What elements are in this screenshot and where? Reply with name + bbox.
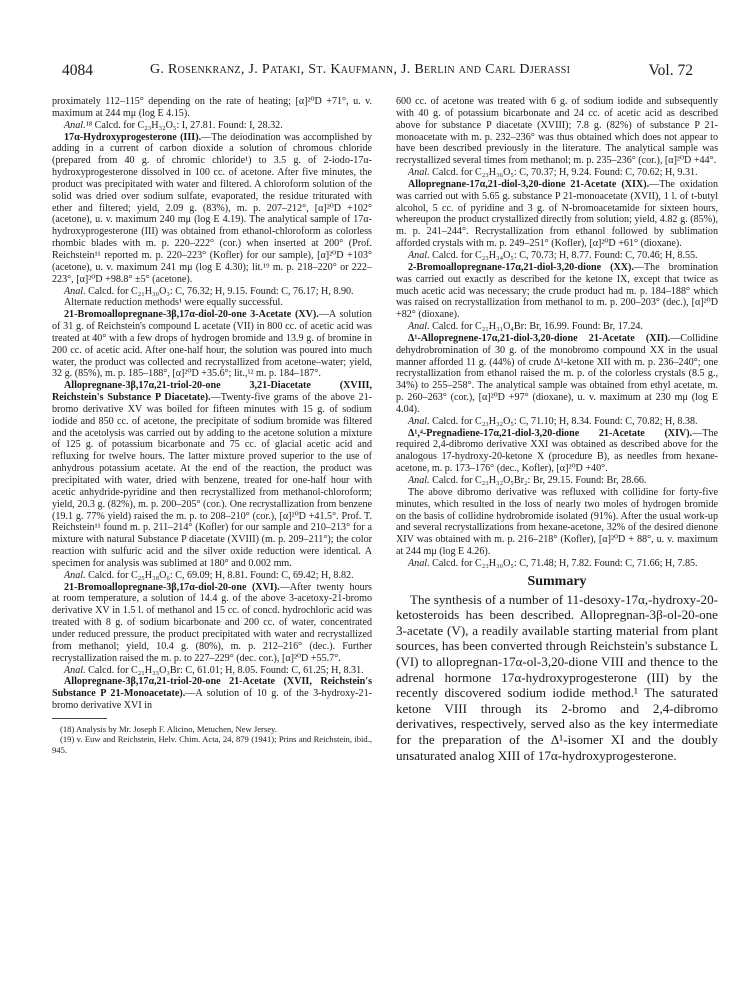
paragraph-head: Anal. [64, 285, 86, 297]
paragraph-text: —A solution of 10 g. of the 3-hydroxy-21-bromo derivative XVI in [52, 688, 372, 712]
paragraph-head: Anal. [64, 569, 86, 581]
compound-heading: 17α-Hydroxyprogesterone (III). [64, 131, 202, 143]
analysis-paragraph [396, 416, 718, 428]
paragraph-text: —The bromination was carried out exactly as described for the ketone IX, except that twice as much acetic acid was necessary; the crude product had m. p. 184–188° which was raised on recrystallization from methanol to m. p. 200–203° (dec.), [α]²⁰D +82° (dioxane). [396, 261, 718, 321]
compound-heading: Allopregnane-3β,17α,21-triol-20-one 21-Acetate (XVII, Reichstein's Substance P 21-Monoacetate). [52, 676, 372, 700]
running-authors: G. Rosenkranz, J. Pataki, St. Kaufmann, J. Berlin and Carl Djerassi [150, 62, 571, 77]
page-number: 4084 [62, 62, 93, 79]
compound-paragraph [396, 333, 718, 416]
paragraph-text: Calcd. for C₂₃H₃₂O₅: I, 27.81. Found: I, 28.32. [94, 119, 283, 131]
compound-heading: 21-Bromoallopregnane-3β,17α-diol-20-one (XVI). [64, 581, 280, 593]
paragraph-text: Calcd. for C₂₁H₃₃O₃Br: C, 61.01; H, 8.05. Found: C, 61.25; H, 8.31. [88, 664, 364, 676]
analysis-paragraph [52, 286, 372, 298]
paragraph-text: proximately 112–115° depending on the rate of heating; [α]²⁰D +71°, u. v. maximum at 244 mμ (log E 4.15). [52, 96, 372, 119]
paragraph-text: —The deiodination was accomplished by adding in a current of carbon dioxide a solution of chromous chloride (prepared from 40 g. of chromic chloride¹) to 3.5 g. of 2-iodo-17α-hydroxyprogesterone dissolved in 100 cc. of acetone. After five minutes, the product was precipitated with water and filtered. A chloroform solution of the solid was dried over sodium sulfate, evaporated, the residue triturated with ether and filtered; yield, 2.09 g. (83%), m. p. 207–212°, [α]²⁰D +102° (acetone), u. v. maximum 240 mμ (log E 4.19). The analytical sample of 17α-hydroxyprogesterone (III) was obtained from ethanol-chloroform as colorless rhombic blades with m. p. 220–222° (cor.) when inserted at 200° (Prof. Reichstein¹¹ reported m. p. 220–223° (Kofler) for our sample), [α]²⁰D +103° (acetone), u. v. maximum 241 mμ (log E 4.30); lit.¹⁹ m. p. 218–220° or 222–223°, [α]²⁰D +98.8° ±5° (acetone). [52, 131, 372, 285]
compound-paragraph [52, 132, 372, 286]
compound-paragraph [52, 309, 372, 380]
paragraph-text: 600 cc. of acetone was treated with 6 g. of sodium iodide and subsequently with 40 g. of potassium bicarbonate and 24 cc. of acetic acid as described above for substance P diacetate (XVIII); 7.8 g. (82%) of substance P 21-monoacetate with m. p. 232–236° was thus obtained which does not appear to have been described previously in the literature. The analytical sample was recrystallized several times from methanol; m. p. 235–236° (cor.), [α]²⁰D +44°. [396, 96, 718, 167]
volume-label: Vol. 72 [648, 62, 693, 79]
summary-text: The synthesis of a number of 11-desoxy-17α,-hydroxy-20-ketosteroids has been described. Allopregnan-3β-ol-20-one 3-acetate (V), a readily available starting material from plant sources, has been converted through Reichstein's substance L (VI) to allopregnan-17α-ol-3,20-dione VIII and thence to the adrenal hormone 17α-hydroxyprogesterone (III) by the recently discovered sodium iodide method.¹ The saturated ketone VIII through its 2-bromo and 2,4-dibromo derivatives, respectively, served also as the key intermediate for the preparation of the Δ¹-isomer XI and the doubly unsaturated analog XIII of 17α-hydroxyprogesterone. [396, 591, 718, 763]
analysis-paragraph [396, 167, 718, 179]
page-header [62, 62, 693, 84]
footnote: (18) Analysis by Mr. Joseph F. Alicino, Metuchen, New Jersey. [60, 723, 277, 734]
footnote: (19) v. Euw and Reichstein, Helv. Chim. Acta, 24, 879 (1941); Prins and Reichstein, ibid., 945. [52, 734, 372, 755]
paragraph-text: —Collidine dehydrobromination of 30 g. of the monobromo compound XX in the usual manner afforded 11 g. (44%) of crude Δ¹-ketone XII with m. p. 236–240°; one recrystallization from ethanol raised the m. p. of the colorless crystals (8.5 g., 34%) to 255–258°. The analytical sample was obtained from ethyl acetate, m. p. 260–263° (cor.), [α]²⁰D +97° (dioxane), u. v. maximum at 230 mμ (log E 4.04). [396, 332, 718, 415]
paragraph-text: —The oxidation was carried out with 5.65 g. substance P 21-monoacetate (XVII), 1 l. of t-butyl alcohol, 5 cc. of pyridine and 3 g. of N-bromoacetamide for sixteen hours, whereupon the product crystallized directly from solution; yield, 4.82 g. (85%), m. p. 241–244°. Recrystallization from ethanol followed by sublimation afforded crystals with m. p. 249–251° (Kofler), [α]²⁰D +61° (dioxane). [396, 178, 718, 250]
compound-paragraph [52, 582, 372, 665]
left-column [52, 96, 372, 755]
paragraph [52, 297, 372, 309]
compound-heading: Allopregnane-17α,21-diol-3,20-dione 21-Acetate (XIX). [408, 178, 650, 190]
paragraph-text: Calcd. for C₂₃H₃₀O₅: C, 71.48; H, 7.82. Found: C, 71.66; H, 7.85. [432, 557, 698, 569]
paragraph-head: Anal. [408, 167, 430, 179]
paragraph-text: Calcd. for C₂₅H₃₈O₆: C, 69.09; H, 8.81. Found: C, 69.42; H, 8.82. [88, 569, 354, 581]
paragraph-head: Anal. [408, 321, 430, 333]
compound-heading: 21-Bromoallopregnane-3β,17α-diol-20-one 3-Acetate (XV). [64, 309, 319, 321]
paragraph-text: —Twenty-five grams of the above 21-bromo derivative XV was boiled for fifteen minutes with 15 g. of sodium iodide and 850 cc. of acetone, the precipitate of sodium bromide was filtered and the acetolysis was carried out by adding to the acetone solution a mixture of 125 g. of potassium bicarbonate and 75 cc. of glacial acetic acid and refluxing for twelve hours. The latter mixture proved superior to the use of anhydrous potassium acetate. At the end of the reaction, the product was precipitated with water, dried with benzene, treated for one-half hour with acetic anhydride-pyridine and then recrystallized from methanol-chloroform; yield, 20.3 g. (82%), m. p. 200–205° (cor.). One recrystallization from benzene (19.1 g. 77% yield) raised the m. p. to 208–210° (cor.), [α]²⁰D +41.5°. Prof. T. Reichstein¹¹ found m. p. 211–214° (Kofler) for our sample and 210–213° for a mixture with natural Substance P diacetate (XVIII) (m. p. 209–211°); the color reaction with sulfuric acid and the silver oxide reduction were identical. A specimen for analysis was sublimed at 180° and 0.002 mm. [52, 392, 372, 569]
paragraph-text: Calcd. for C₂₃H₃₂O₅Br₂: Br, 29.15. Found: Br, 28.66. [432, 475, 647, 486]
paragraph-text: —The required 2,4-dibromo derivative XXI was obtained as described above for the analogous 17-hydroxy-20-ketone X (procedure B), as needles from hexane-acetone, m. p. 173–176° (dec., Kofler), [α]²⁰D +40°. [396, 427, 718, 475]
paragraph-head: Anal. [64, 664, 86, 676]
summary-heading: Summary [527, 573, 587, 589]
paragraph-text: Calcd. for C₂₁H₃₀O₃: C, 76.32; H, 9.15. Found: C, 76.17; H, 8.90. [88, 285, 354, 297]
compound-paragraph [52, 676, 372, 712]
paragraph-text: Calcd. for C₂₃H₃₆O₅: C, 70.37; H, 9.24. Found: C, 70.62; H, 9.31. [432, 167, 698, 179]
compound-paragraph [396, 428, 718, 475]
analysis-paragraph [396, 558, 718, 570]
paragraph-text: Alternate reduction methods¹ were equally successful. [64, 297, 283, 309]
paragraph-head: Anal. [408, 557, 430, 569]
compound-heading: Δ¹-Allopregnene-17α,21-diol-3,20-dione 21-Acetate (XII). [408, 332, 671, 344]
analysis-paragraph [52, 120, 372, 132]
paragraph-head: Anal. [408, 475, 430, 486]
paragraph-head: Anal. [408, 249, 430, 261]
right-column [396, 96, 718, 763]
compound-paragraph [396, 179, 718, 250]
footnotes [52, 724, 372, 756]
paragraph-text: Calcd. for C₂₁H₃₁O₄Br: Br, 16.99. Found: Br, 17.24. [432, 321, 643, 333]
compound-paragraph [396, 262, 718, 321]
paragraph-text: The above dibromo derivative was refluxed with collidine for forty-five minutes, which resulted in the loss of nearly two moles of hydrogen bromide on the basis of collidine hydrobromide isolated (91%). After the usual work-up and several recrystallizations from hexane-acetone, 32% of the desired dienone XIV was obtained with m. p. 216–218° (Kofler), [α]²⁰D + 88°, u. v. maximum at 244 mμ (log E 4.26). [396, 486, 718, 558]
paragraph-head: Anal. [408, 415, 430, 427]
analysis-paragraph [396, 250, 718, 262]
analysis-paragraph [396, 321, 718, 333]
paragraph [52, 96, 372, 120]
compound-paragraph [52, 380, 372, 570]
paragraph-text: Calcd. for C₂₃H₃₂O₅: C, 71.10; H, 8.34. Found: C, 70.82; H, 8.38. [432, 415, 698, 427]
paragraph-text: —A solution of 31 g. of Reichstein's compound L acetate (VII) in 800 cc. of acetic acid was treated at 40° with a few drops of hydrogen bromide and 13.9 g. of bromine in 200 cc. of acetic acid. After one-half hour, the solution was poured into much water, the product was collected and recrystallized from acetone–water; yield, 32 g. (85%), m. p. 185–188°, [α]²⁰D +35.6°; lit.,¹² m. p. 184–187°. [52, 309, 372, 380]
paragraph [396, 487, 718, 558]
paragraph [396, 96, 718, 167]
analysis-paragraph [52, 665, 372, 677]
footnote-divider [52, 718, 107, 719]
compound-heading: Allopregnane-3β,17α,21-triol-20-one 3,21-Diacetate (XVIII, Reichstein's Substance P Diacetate). [52, 380, 372, 404]
paragraph-head: Anal.¹⁸ [64, 119, 93, 131]
compound-heading: Δ¹,⁴-Pregnadiene-17α,21-diol-3,20-dione 21-Acetate (XIV). [408, 427, 693, 439]
paragraph-text: —After twenty hours at room temperature, a solution of 14.4 g. of the above 3-acetoxy-21-bromo derivative XV in 1.5 l. of methanol and 15 cc. of concd. hydrochloric acid was treated with 8 g. of sodium bicarbonate and 200 cc. of water, concentrated under reduced pressure, the product precipitated with water and recrystallized from methanol; yield, 10.4 g. (80%), m. p. 212–216° (dec.). Further recrystallization raised the m. p. to 227–229° (dec. cor.), [α]²⁰D +55.7°. [52, 581, 372, 664]
compound-heading: 2-Bromoallopregnane-17α,21-diol-3,20-dione (XX). [408, 261, 634, 273]
analysis-paragraph [396, 475, 718, 487]
analysis-paragraph [52, 570, 372, 582]
paragraph-text: Calcd. for C₂₃H₃₄O₅: C, 70.73; H, 8.77. Found: C, 70.46; H, 8.55. [432, 249, 698, 261]
